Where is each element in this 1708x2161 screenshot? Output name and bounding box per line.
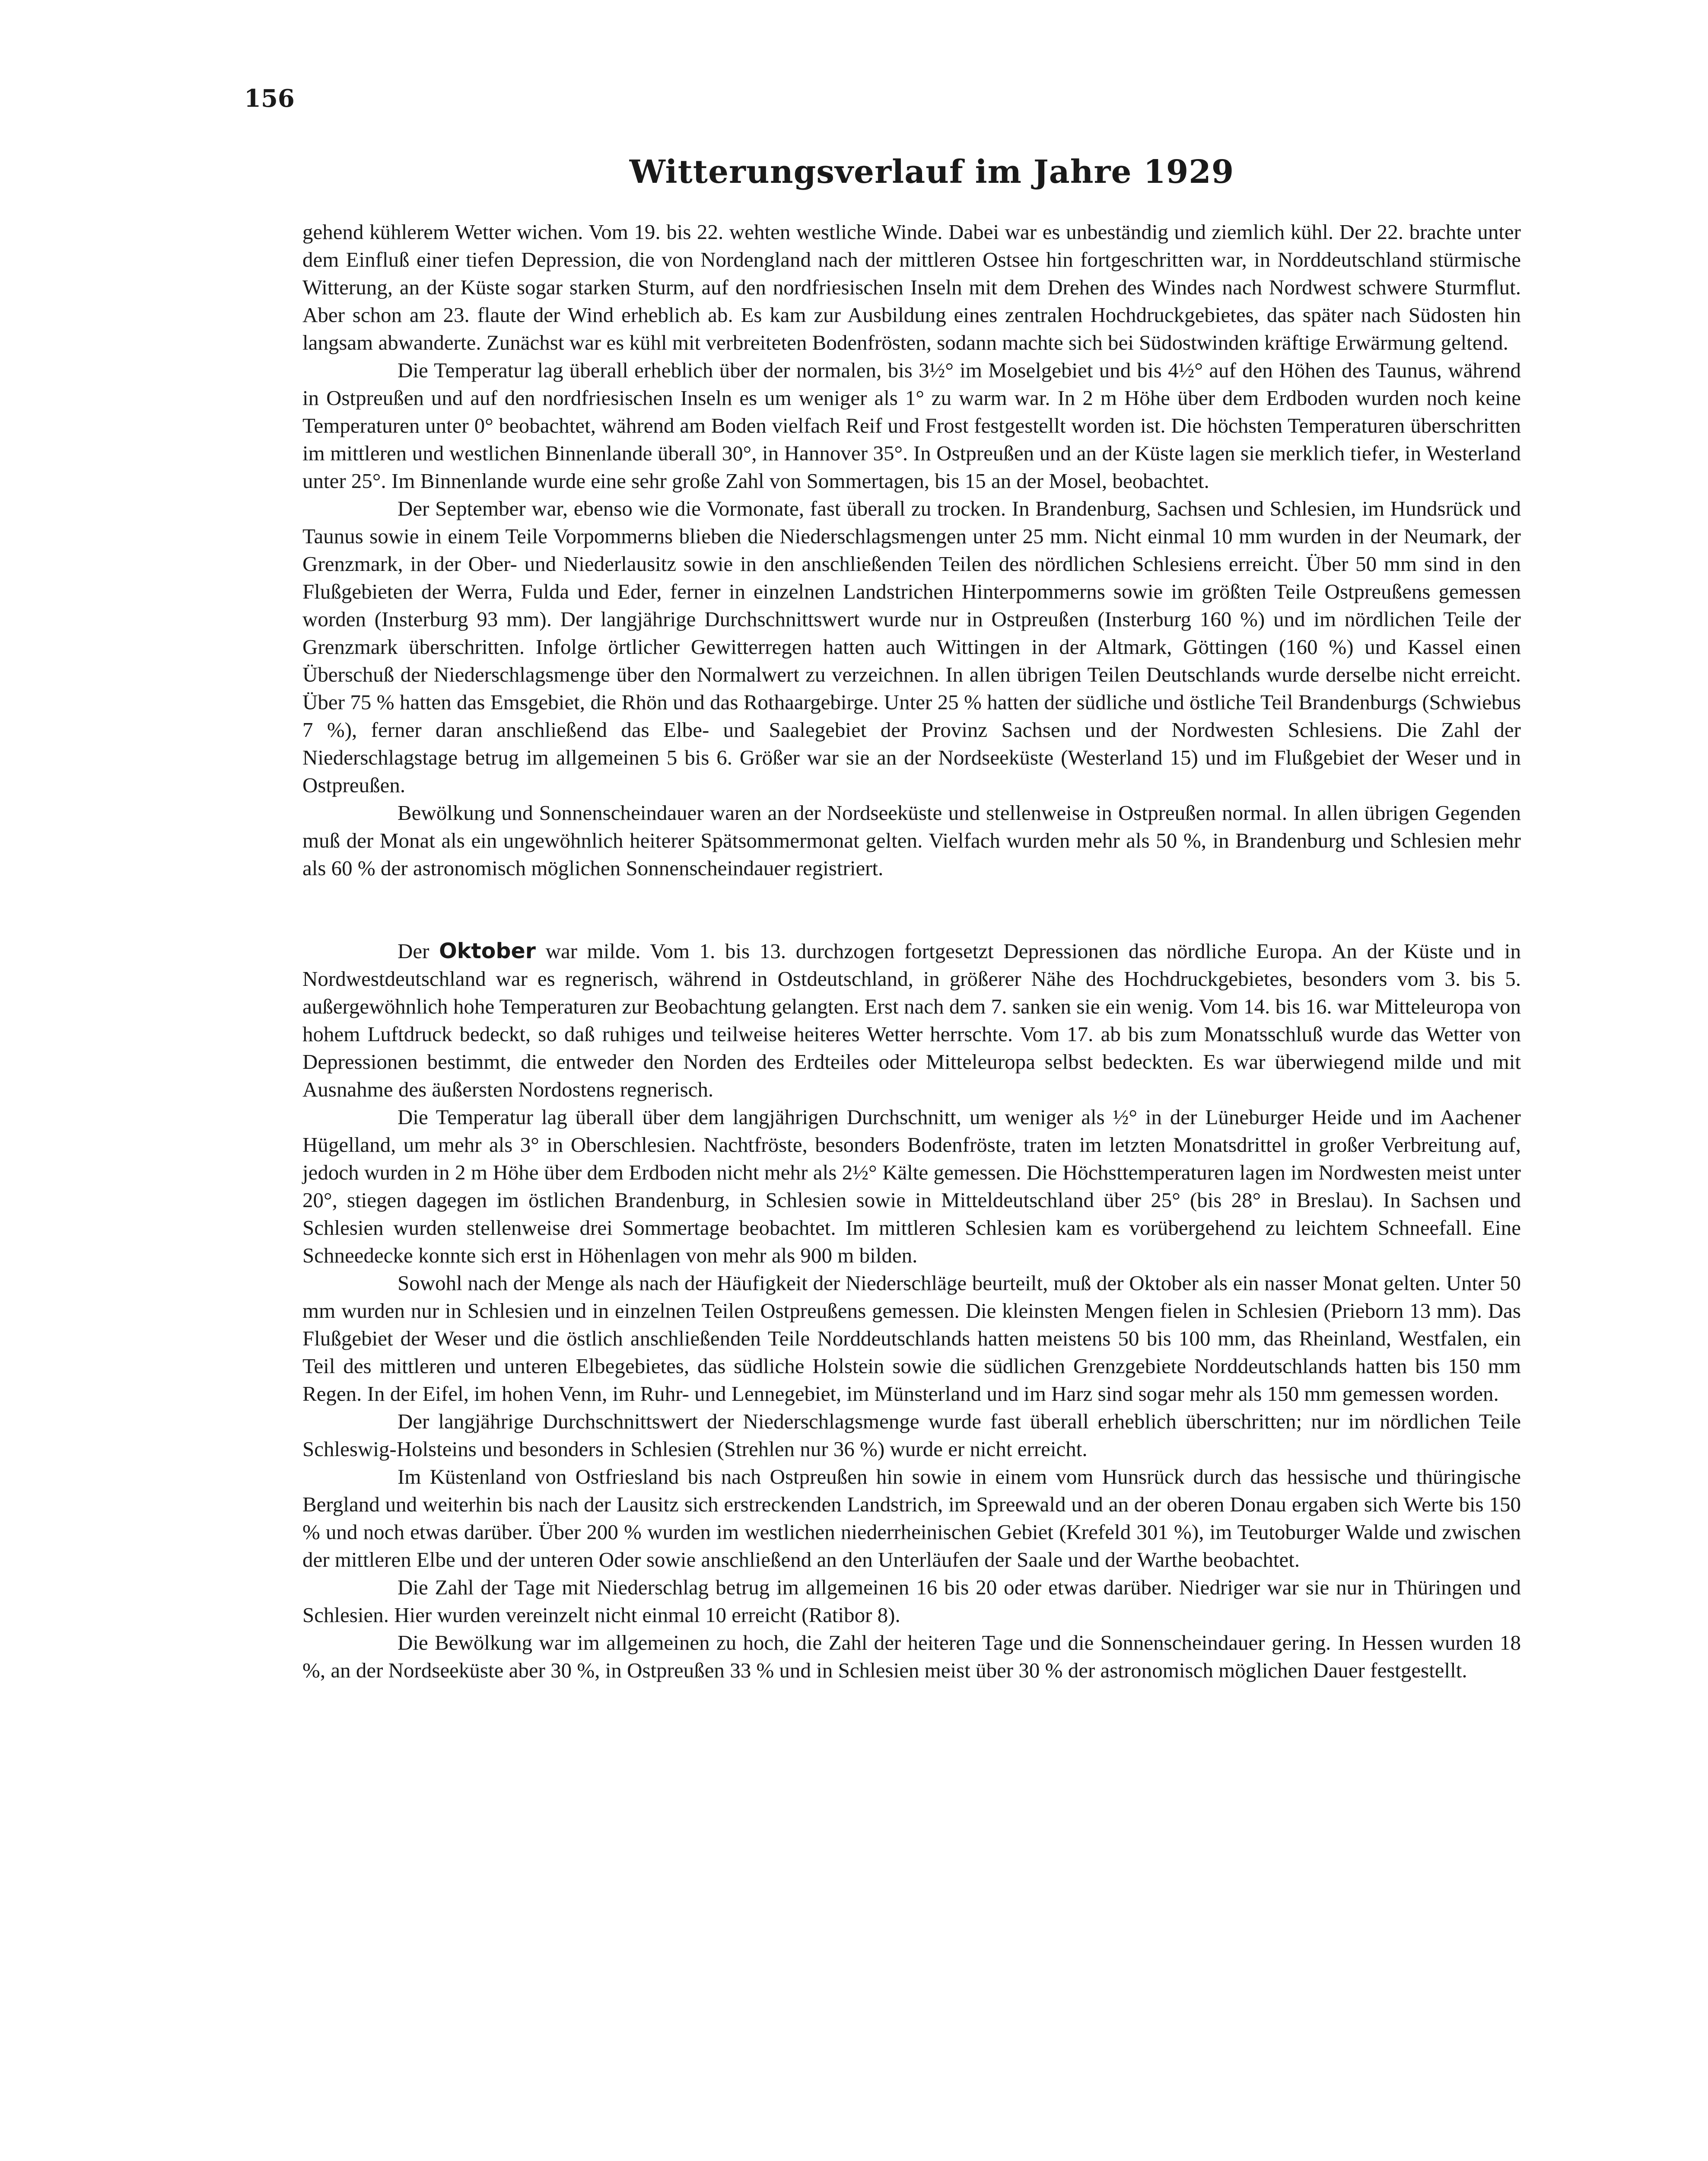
- september-cloudiness-paragraph: Bewölkung und Sonnenscheindauer waren an der Nordseeküste und stellenweise in Ostpreußen normal. In allen übrigen Gegenden muß der Monat als ein ungewöhnlich heiterer Spätsommermonat gelten. Vielfach wurden mehr als 50 %, in Brandenburg und Schlesien mehr als 60 % der astronomisch möglichen Sonnenscheindauer registriert.: [302, 801, 1521, 880]
- oktober-precipitation-days-paragraph: Die Zahl der Tage mit Niederschlag betrug im allgemeinen 16 bis 20 oder etwas darüber. Niedriger war sie nur in Thüringen und Schlesien. Hier wurden vereinzelt nicht einmal 10 erreicht (Ratibor 8).: [302, 1575, 1521, 1627]
- oktober-precipitation-average-paragraph: Der langjährige Durchschnittswert der Niederschlagsmenge wurde fast überall erheblich überschritten; nur im nördlichen Teile Schleswig-Holsteins und besonders in Schlesien (Strehlen nur 36 %) wurde er nicht erreicht.: [302, 1409, 1521, 1461]
- oktober-precipitation-amount-paragraph: Sowohl nach der Menge als nach der Häufigkeit der Niederschläge beurteilt, muß der Oktober als ein nasser Monat gelten. Unter 50 mm wurden nur in Schlesien und in einzelnen Teilen Ostpreußens gemessen. Die kleinsten Mengen fielen in Schlesien (Prieborn 13 mm). Das Flußgebiet der Weser und die östlich anschließenden Teile Norddeutschlands hatten meistens 50 bis 100 mm, das Rheinland, Westfalen, ein Teil des mittleren und unteren Elbegebietes, das südliche Holstein sowie die südlichen Grenzgebiete Norddeutschlands hatten bis 150 mm Regen. In der Eifel, im hohen Venn, im Ruhr- und Lennegebiet, im Münsterland und im Harz sind sogar mehr als 150 mm gemessen worden.: [302, 1271, 1521, 1406]
- page-title: Witterungsverlauf im Jahre 1929: [629, 153, 1234, 191]
- oktober-lead-word: Der: [398, 939, 429, 963]
- september-precipitation-paragraph: Der September war, ebenso wie die Vormonate, fast überall zu trocken. In Brandenburg, Sachsen und Schlesien, im Hundsrück und Taunus sowie in einem Teile Vorpommerns blieben die Niederschlagsmengen unter 25 mm. Nicht einmal 10 mm wurden in der Neumark, der Grenzmark, in der Ober- und Niederlausitz sowie in den anschließenden Teilen des nördlichen Schlesiens erreicht. Über 50 mm sind in den Flußgebieten der Werra, Fulda und Eder, ferner in einzelnen Landstrichen Hinterpommerns sowie im größten Teile Ostpreußens gemessen worden (Insterburg 93 mm). Der langjährige Durchschnittswert wurde nur in Ostpreußen (Insterburg 160 %) und im nördlichen Teile der Grenzmark überschritten. Infolge örtlicher Gewitterregen hatten auch Wittingen in der Altmark, Göttingen (160 %) und Kassel einen Überschuß der Niederschlagsmenge über den Normalwert zu verzeichnen. In allen übrigen Teilen Deutschlands wurde derselbe nicht erreicht. Über 75 % hatten das Emsgebiet, die Rhön und das Rothaargebirge. Unter 25 % hatten der südliche und östliche Teil Brandenburgs (Schwiebus 7 %), ferner daran anschließend das Elbe- und Saalegebiet der Provinz Sachsen und der Nordwesten Schlesiens. Die Zahl der Niederschlagstage betrug im allgemeinen 5 bis 6. Größer war sie an der Nordseeküste (Westerland 15) und im Flußgebiet der Weser und in Ostpreußen.: [302, 497, 1521, 797]
- month-heading-oktober: Oktober: [439, 939, 536, 963]
- oktober-cloudiness-paragraph: Die Bewölkung war im allgemeinen zu hoch, die Zahl der heiteren Tage und die Sonnenscheindauer gering. In Hessen wurden 18 %, an der Nordseeküste aber 30 %, in Ostpreußen 33 % und in Schlesien meist über 30 % der astronomisch möglichen Dauer festgestellt.: [302, 1631, 1521, 1682]
- article-body: [302, 218, 1521, 1684]
- section-gap: [302, 910, 1521, 937]
- oktober-precipitation-regions-paragraph: Im Küstenland von Ostfriesland bis nach Ostpreußen hin sowie in einem vom Hunsrück durch das hessische und thüringische Bergland und weiterhin bis nach der Lausitz sich erstreckenden Landstrich, im Spreewald und an der oberen Donau ergaben sich Werte bis 150 % und noch etwas darüber. Über 200 % wurden im westlichen niederrheinischen Gebiet (Krefeld 301 %), im Teutoburger Walde und zwischen der mittleren Elbe und der unteren Oder sowie anschließend an den Unterläufen der Saale und der Warthe beobachtet.: [302, 1465, 1521, 1571]
- september-temperature-paragraph: Die Temperatur lag überall erheblich über der normalen, bis 3½° im Moselgebiet und bis 4½° auf den Höhen des Taunus, während in Ostpreußen und auf den nordfriesischen Inseln es um weniger als 1° zu warm war. In 2 m Höhe über dem Erdboden wurden noch keine Temperaturen unter 0° beobachtet, während am Boden vielfach Reif und Frost festgestellt worden ist. Die höchsten Temperaturen überschritten im mittleren und westlichen Binnenlande überall 30°, in Hannover 35°. In Ostpreußen und an der Küste lagen sie merklich tiefer, in Westerland unter 25°. Im Binnenlande wurde eine sehr große Zahl von Sommertagen, bis 15 an der Mosel, beobachtet.: [302, 358, 1521, 493]
- page-number: 156: [244, 84, 295, 113]
- oktober-overview-paragraph: [302, 937, 1521, 1103]
- september-continuation-paragraph: gehend kühlerem Wetter wichen. Vom 19. bis 22. wehten westliche Winde. Dabei war es unbeständig und ziemlich kühl. Der 22. brachte unter dem Einfluß einer tiefen Depression, die von Nordengland nach der mittleren Ostsee hin fortgeschritten war, in Norddeutschland stürmische Witterung, an der Küste sogar starken Sturm, auf den nordfriesischen Inseln mit dem Drehen des Windes nach Nordwest schwere Sturmflut. Aber schon am 23. flaute der Wind erheblich ab. Es kam zur Ausbildung eines zentralen Hochdruckgebietes, das später nach Südosten hin langsam abwanderte. Zunächst war es kühl mit verbreiteten Bodenfrösten, sodann machte sich bei Südostwinden kräftige Erwärmung geltend.: [302, 220, 1521, 354]
- section-gap: [302, 882, 1521, 910]
- oktober-overview-text: war milde. Vom 1. bis 13. durchzogen fortgesetzt Depressionen das nördliche Europa. An der Küste und in Nordwestdeutschland war es regnerisch, während in Ostdeutschland, in größerer Nähe des Hochdruckgebietes, besonders vom 3. bis 5. außergewöhnlich hohe Temperaturen zur Beobachtung gelangten. Erst nach dem 7. sanken sie ein wenig. Vom 14. bis 16. war Mitteleuropa von hohem Luftdruck bedeckt, so daß ruhiges und teilweise heiteres Wetter herrschte. Vom 17. ab bis zum Monatsschluß wurde das Wetter von Depressionen bestimmt, die entweder den Norden des Erdteiles oder Mitteleuropa selbst bedeckten. Es war überwiegend milde und mit Ausnahme des äußersten Nordostens regnerisch.: [302, 939, 1521, 1101]
- oktober-temperature-paragraph: Die Temperatur lag überall über dem langjährigen Durchschnitt, um weniger als ½° in der Lüneburger Heide und im Aachener Hügelland, um mehr als 3° in Oberschlesien. Nachtfröste, besonders Bodenfröste, traten im letzten Monatsdrittel in großer Verbreitung auf, jedoch wurden in 2 m Höhe über dem Erdboden nicht mehr als 2½° Kälte gemessen. Die Höchsttemperaturen lagen im Nordwesten meist unter 20°, stiegen dagegen im östlichen Brandenburg, in Schlesien sowie in Mitteldeutschland über 25° (bis 28° in Breslau). In Sachsen und Schlesien wurden stellenweise drei Sommertage beobachtet. Im mittleren Schlesien kam es vorübergehend zu leichtem Schneefall. Eine Schneedecke konnte sich erst in Höhenlagen von mehr als 900 m bilden.: [302, 1105, 1521, 1267]
